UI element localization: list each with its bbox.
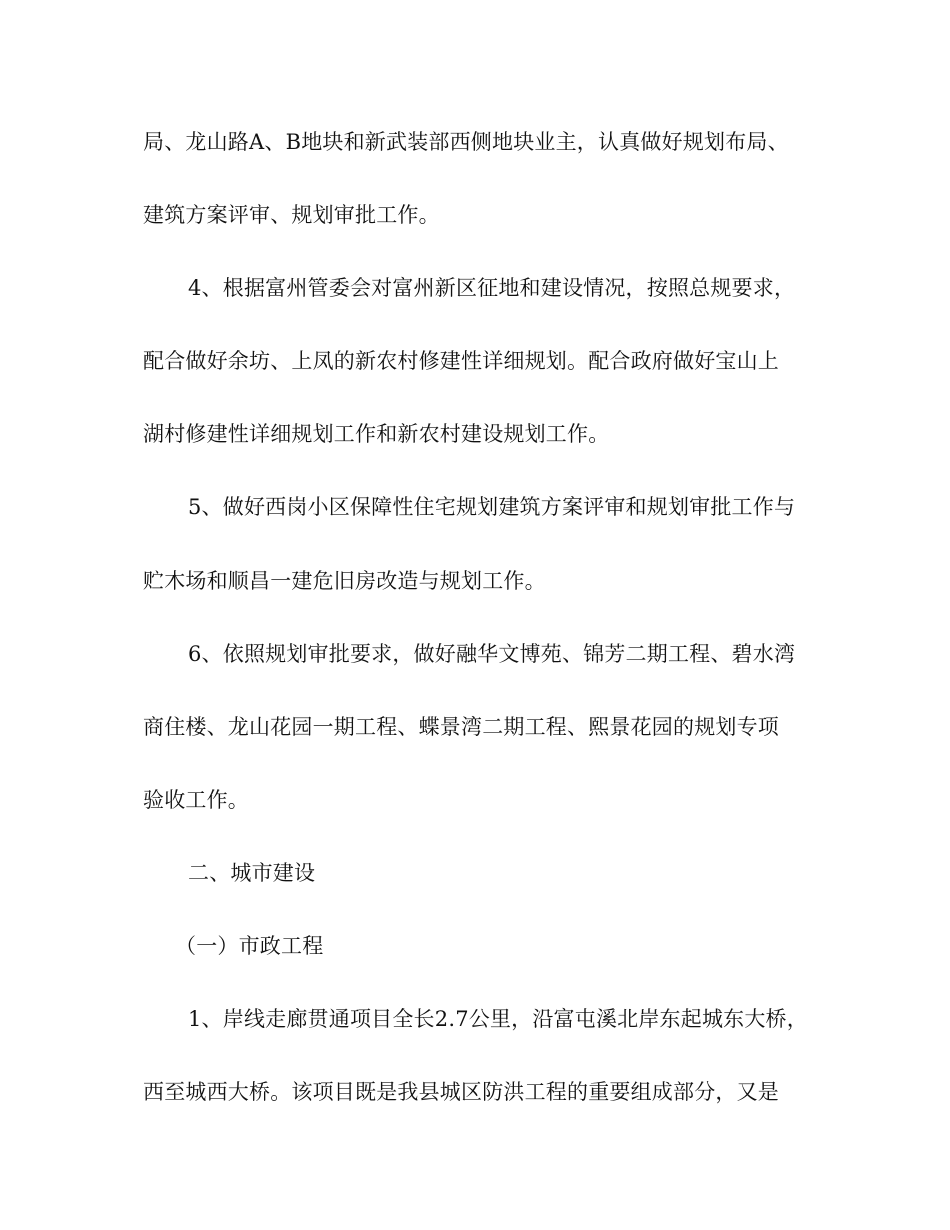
paragraph-1-line-2: 西至城西大桥。该项目既是我县城区防洪工程的重要组成部分，又是: [143, 1080, 779, 1104]
subsection-heading: （一）市政工程: [175, 934, 324, 958]
paragraph-6-line-3: 验收工作。: [143, 788, 249, 812]
paragraph-4-line-3: 湖村修建性详细规划工作和新农村建设规划工作。: [143, 422, 610, 446]
paragraph-5-line-1: 5、做好西岗小区保障性住宅规划建筑方案评审和规划审批工作与: [188, 495, 796, 519]
paragraph-4-line-2: 配合做好余坊、上凤的新农村修建性详细规划。配合政府做好宝山上: [143, 349, 779, 373]
paragraph-6-line-1: 6、依照规划审批要求，做好融华文博苑、锦芳二期工程、碧水湾: [188, 642, 796, 666]
section-heading: 二、城市建设: [188, 861, 316, 885]
paragraph-5-line-2: 贮木场和顺昌一建危旧房改造与规划工作。: [143, 569, 546, 593]
text-line-1: 局、龙山路A、B地块和新武装部西侧地块业主，认真做好规划布局、: [143, 130, 789, 154]
paragraph-6-line-2: 商住楼、龙山花园一期工程、蝶景湾二期工程、熙景花园的规划专项: [143, 715, 779, 739]
text-line-2: 建筑方案评审、规划审批工作。: [143, 203, 440, 227]
paragraph-1-line-1: 1、岸线走廊贯通项目全长2.7公里，沿富屯溪北岸东起城东大桥，: [188, 1007, 808, 1031]
paragraph-4-line-1: 4、根据富州管委会对富州新区征地和建设情况，按照总规要求，: [188, 276, 796, 300]
